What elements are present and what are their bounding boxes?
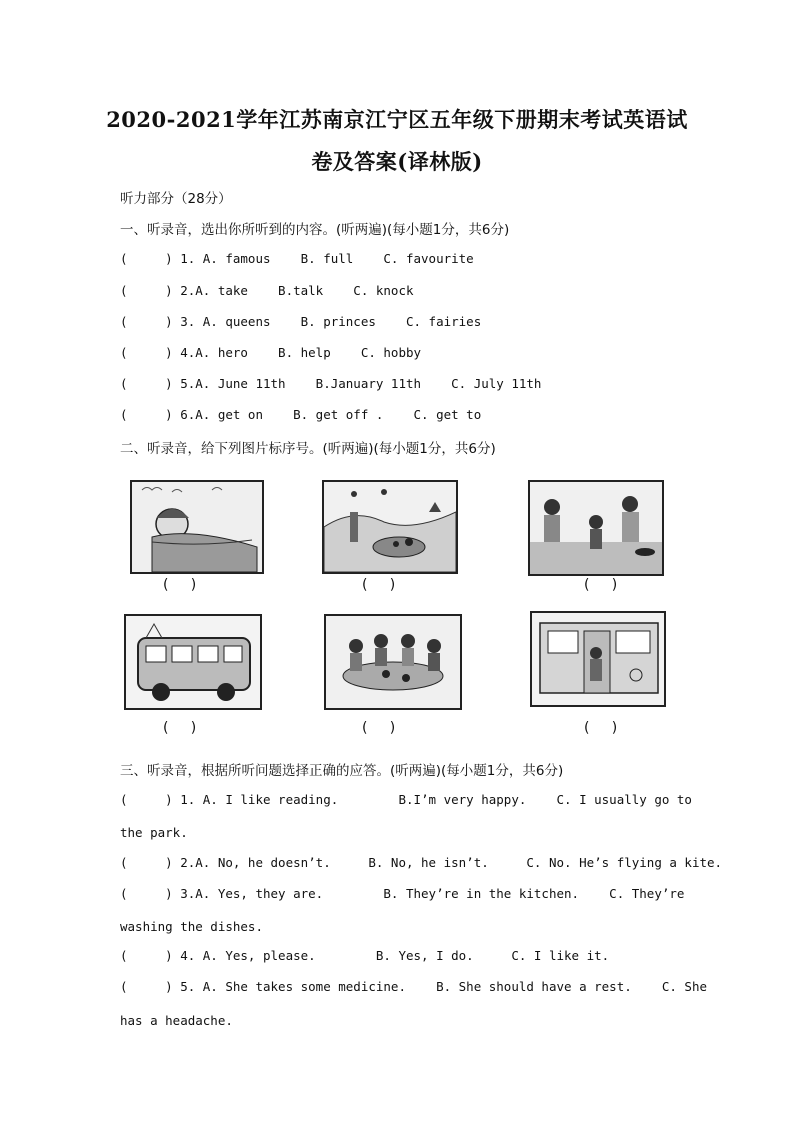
document-title-line2: 卷及答案(译林版) [311, 149, 483, 174]
part3-line-4: ( ) 3.A. Yes, they are. B. They’re in the kitchen. C. They’re [120, 886, 685, 901]
part1-question-1: ( ) 1. A. famous B. full C. favourite [120, 251, 474, 266]
part2-heading: 二、听录音，给下列图片标序号。(听两遍)(每小题1分，共6分) [120, 441, 496, 457]
family-cooking-picture [528, 480, 664, 576]
picnic-in-park-picture [322, 480, 458, 574]
picture-5-answer-box[interactable]: ( ) [362, 720, 396, 736]
picture-4-answer-box[interactable]: ( ) [163, 720, 197, 736]
listening-heading: 听力部分（28分） [120, 191, 232, 207]
sick-girl-in-bed-picture [130, 480, 264, 574]
boy-getting-on-bus-picture [530, 611, 666, 707]
picture-2-answer-box[interactable]: ( ) [362, 577, 396, 593]
part1-question-6: ( ) 6.A. get on B. get off . C. get to [120, 407, 482, 422]
part1-question-4: ( ) 4.A. hero B. help C. hobby [120, 345, 422, 360]
document-title-line1: 2020-2021学年江苏南京江宁区五年级下册期末考试英语试 [106, 107, 688, 132]
picture-6-answer-box[interactable]: ( ) [584, 720, 618, 736]
picture-3-answer-box[interactable]: ( ) [584, 577, 618, 593]
part1-question-5: ( ) 5.A. June 11th B.January 11th C. July 11th [120, 376, 542, 391]
part3-line-2: the park. [120, 825, 188, 840]
part3-line-7: ( ) 5. A. She takes some medicine. B. She should have a rest. C. She [120, 979, 707, 994]
part1-question-3: ( ) 3. A. queens B. princes C. fairies [120, 314, 482, 329]
part3-line-3: ( ) 2.A. No, he doesn’t. B. No, he isn’t. C. No. He’s flying a kite. [120, 855, 723, 870]
part3-line-5: washing the dishes. [120, 919, 263, 934]
part3-line-6: ( ) 4. A. Yes, please. B. Yes, I do. C. I like it. [120, 948, 610, 963]
part3-heading: 三、听录音，根据所听问题选择正确的应答。(听两遍)(每小题1分，共6分) [120, 763, 564, 779]
part3-line-8: has a headache. [120, 1013, 233, 1028]
school-bus-picture [124, 614, 262, 710]
family-dinner-picture [324, 614, 462, 710]
part1-question-2: ( ) 2.A. take B.talk C. knock [120, 283, 414, 298]
part3-line-1: ( ) 1. A. I like reading. B.I’m very happy. C. I usually go to [120, 792, 692, 807]
picture-1-answer-box[interactable]: ( ) [163, 577, 197, 593]
part1-heading: 一、听录音，选出你所听到的内容。(听两遍)(每小题1分，共6分) [120, 222, 510, 238]
